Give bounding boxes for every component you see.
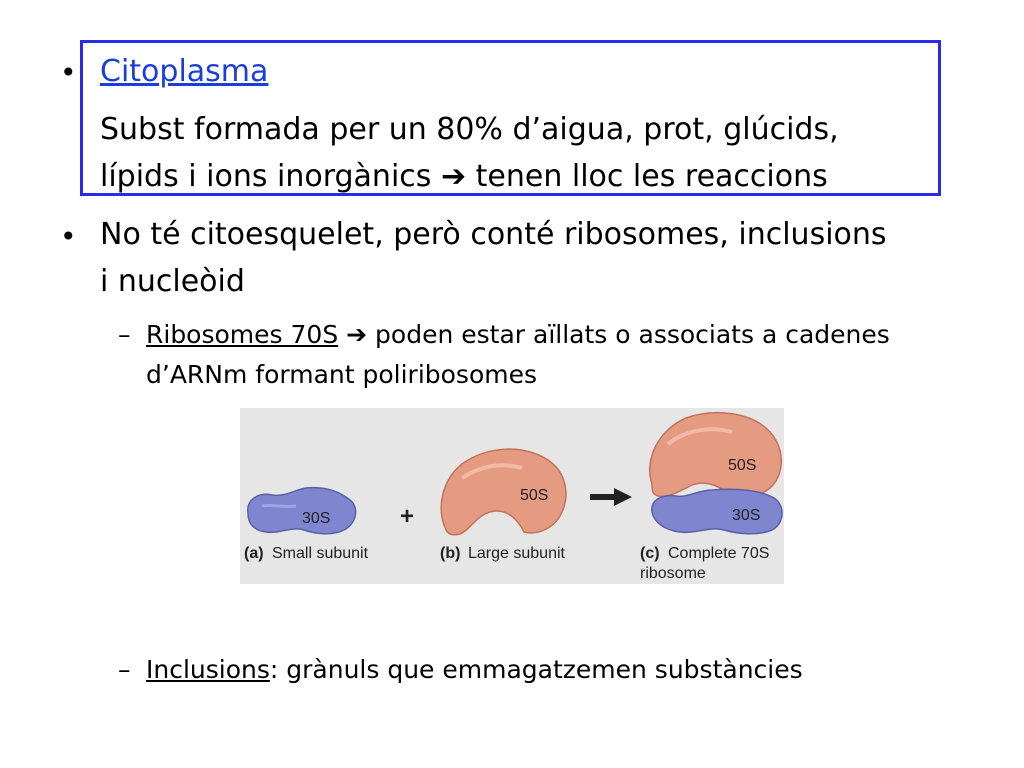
dash-marker: – bbox=[118, 320, 131, 349]
ribosome-diagram bbox=[240, 408, 784, 584]
ribosomes-rest: poden estar aïllats o associats a cadenes bbox=[375, 320, 890, 349]
cytoplasm-title[interactable]: Citoplasma bbox=[100, 54, 269, 89]
complete-label-line2: ribosome bbox=[640, 565, 706, 582]
ribosome-figure bbox=[240, 408, 784, 584]
ribosomes-line2: d’ARNm formant poliribosomes bbox=[146, 360, 538, 389]
ribosomes-term[interactable]: Ribosomes 70S bbox=[146, 320, 339, 349]
cytoplasm-line2-a: lípids i ions inorgànics bbox=[100, 159, 432, 194]
large-subunit-unit: 50S bbox=[520, 487, 549, 504]
complete-letter: (c) bbox=[640, 545, 660, 562]
no-cytoskeleton-line2: i nucleòid bbox=[100, 264, 245, 299]
large-subunit-label: Large subunit bbox=[468, 545, 565, 562]
small-subunit-unit: 30S bbox=[302, 510, 331, 527]
arrow-icon: ➔ bbox=[440, 159, 467, 194]
cytoplasm-line1: Subst formada per un 80% d’aigua, prot, glúcids, bbox=[100, 112, 839, 147]
complete-top-unit: 50S bbox=[728, 457, 757, 474]
bullet-marker: • bbox=[60, 220, 77, 253]
small-subunit-letter: (a) bbox=[244, 545, 264, 562]
cytoplasm-title-link[interactable] bbox=[100, 52, 268, 92]
bullet-marker: • bbox=[60, 56, 77, 89]
dash-marker: – bbox=[118, 655, 131, 684]
inclusions-term[interactable]: Inclusions bbox=[146, 655, 270, 684]
right-arrow-icon bbox=[590, 488, 632, 506]
complete-bottom-unit: 30S bbox=[732, 507, 761, 524]
ribosomes-line1 bbox=[146, 318, 890, 352]
large-subunit-letter: (b) bbox=[440, 545, 461, 562]
plus-sign: + bbox=[400, 503, 415, 530]
complete-ribosome-shape bbox=[650, 413, 782, 534]
inclusions-rest: : grànuls que emmagatzemen substàncies bbox=[269, 655, 803, 684]
arrow-icon: ➔ bbox=[346, 320, 368, 349]
small-subunit-label: Small subunit bbox=[272, 545, 369, 562]
no-cytoskeleton-line1: No té citoesquelet, però conté ribosomes, inclusions bbox=[100, 217, 887, 252]
cytoplasm-line2-b: tenen lloc les reaccions bbox=[475, 159, 828, 194]
cytoplasm-line2 bbox=[100, 157, 828, 197]
complete-label: Complete 70S bbox=[668, 545, 770, 562]
inclusions-line bbox=[146, 653, 803, 687]
